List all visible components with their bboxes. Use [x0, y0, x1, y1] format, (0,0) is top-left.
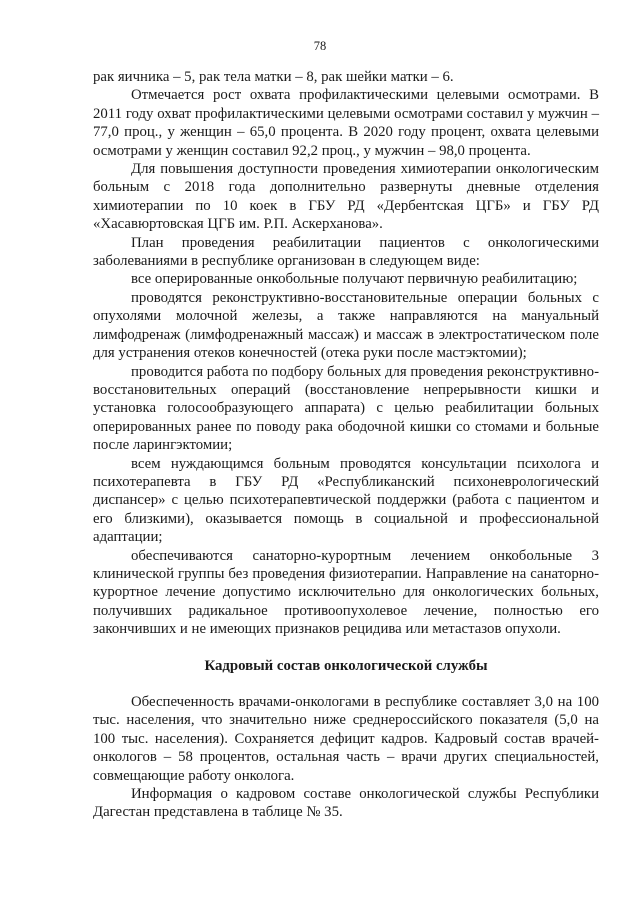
paragraph: Для повышения доступности проведения химиотерапии онкологическим больным с 2018 года дополнительно развернуты дневные отделения химиотерапии по 10 коек в ГБУ РД «Дербентская ЦГБ» и ГБУ РД «Хасавюртовская ЦГБ им. Р.П. Аскерханова». [93, 161, 599, 233]
paragraph: рак яичника – 5, рак тела матки – 8, рак шейки матки – 6. [93, 69, 454, 85]
list-item: проводится работа по подбору больных для проведения реконструктивно-восстановительных операций (восстановление непрерывности кишки и установка голосообразующего аппарата) с целью реабилитации больных оперированных ранее по поводу рака ободочной кишки со стомами и больные после ларингэктомии; [93, 363, 599, 454]
paragraph: Обеспеченность врачами-онкологами в республике составляет 3,0 на 100 тыс. населения, что значительно ниже среднероссийского показателя (5,0 на 100 тыс. населения). Сохраняется дефицит кадров. Кадровый состав врачей-онкологов – 58 процентов, остальная часть – врачи других специальностей, совмещающие работу онколога. [93, 694, 599, 784]
paragraph: Информация о кадровом составе онкологической службы Республики Дагестан представлена в таблице № 35. [93, 786, 599, 821]
list-item: обеспечиваются санаторно-курортным лечением онкобольные 3 клинической группы без проведения физиотерапии. Направление на санаторно-курортное лечение допустимо исключительно для онкологических больных, получивших радикальное противоопухолевое лечение, полностью его закончивших и не имеющих признаков рецидива или метастазов опухоли. [93, 547, 599, 638]
list-item: все оперированные онкобольные получают первичную реабилитацию; [131, 271, 578, 288]
paragraph: План проведения реабилитации пациентов с онкологическими заболеваниями в республике организован в следующем виде: [93, 234, 599, 270]
paragraph: Отмечается рост охвата профилактическими целевыми осмотрами. В 2011 году охват профилактическими целевыми осмотрами составил у мужчин – 77,0 проц., у женщин – 65,0 процента. В 2020 году процент, охвата целевыми осмотрами у женщин составил 92,2 проц., у мужчин – 98,0 процента. [93, 87, 599, 159]
page-number: 78 [313, 39, 327, 53]
list-item: всем нуждающимся больным проводятся консультации психолога и психотерапевта в ГБУ РД «Республиканский психоневрологический диспансер» с целью психотерапевтической поддержки (работа с пациентом и его близкими), оказывается помощь в социальной и профессиональной адаптации; [93, 455, 599, 546]
document-body [93, 68, 599, 822]
list-item: проводятся реконструктивно-восстановительные операции больных с опухолями молочной железы, а также направляются на мануальный лимфодренаж (лимфодренажный массаж) и массаж в электростатическом поле для устранения отеков конечностей (отека руки после мастэктомии); [93, 289, 599, 362]
section-heading: Кадровый состав онкологической службы [204, 657, 488, 674]
